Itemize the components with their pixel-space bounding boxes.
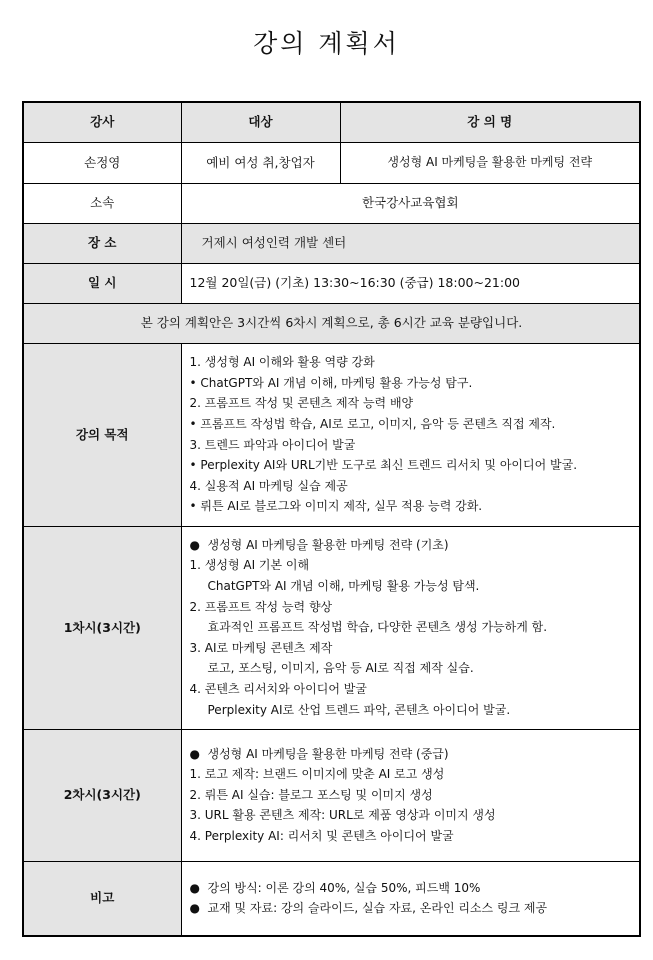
session2-line: 4. Perplexity AI: 리서치 및 콘텐츠 아이디어 발굴 <box>189 828 454 843</box>
remarks-line: ● 강의 방식: 이론 강의 40%, 실습 50%, 피드백 10% <box>190 878 636 899</box>
session1-row <box>23 526 640 729</box>
affiliation-label: 소속 <box>23 183 181 223</box>
session2-list <box>181 729 640 861</box>
purpose-line: 1. 생성형 AI 이해와 활용 역량 강화 <box>189 355 375 370</box>
session1-heading: ● 생성형 AI 마케팅을 활용한 마케팅 전략 (기초) <box>190 535 636 556</box>
session1-line: 1. 생성형 AI 기본 이해 <box>189 558 310 573</box>
lecture-plan-table <box>22 101 641 937</box>
session1-list <box>181 526 640 729</box>
date-row <box>23 263 640 303</box>
purpose-line: 3. 트렌드 파악과 아이디어 발굴 <box>189 437 356 452</box>
purpose-line: • ChatGPT와 AI 개념 이해, 마케팅 활용 가능성 탐구. <box>189 375 473 390</box>
remarks-label: 비고 <box>23 861 181 936</box>
info-row <box>23 142 640 183</box>
purpose-line: • 뤼튼 AI로 블로그와 이미지 제작, 실무 적용 능력 강화. <box>189 499 483 514</box>
plan-note: 본 강의 계획안은 3시간씩 6차시 계획으로, 총 6시간 교육 분량입니다. <box>23 303 640 343</box>
instructor-name: 손정영 <box>23 142 181 183</box>
purpose-row <box>23 343 640 526</box>
session2-line: 2. 뤼튼 AI 실습: 블로그 포스팅 및 이미지 생성 <box>189 787 433 802</box>
date-label: 일 시 <box>23 263 181 303</box>
bullet-icon: ● <box>189 880 200 895</box>
purpose-line: • Perplexity AI와 URL기반 도구로 최신 트렌드 리서치 및 아이디어 발굴. <box>189 458 578 473</box>
page-title: 강의 계획서 <box>253 29 400 58</box>
bullet-icon: ● <box>189 901 200 916</box>
remarks-list <box>181 861 640 936</box>
purpose-line: • 프롬프트 작성법 학습, AI로 로고, 이미지, 음악 등 콘텐츠 직접 제작. <box>189 416 556 431</box>
affiliation-value: 한국강사교육협회 <box>181 183 640 223</box>
date-value: 12월 20일(금) (기초) 13:30~16:30 (중급) 18:00~21:00 <box>181 263 640 303</box>
session1-line: Perplexity AI로 산업 트렌드 파악, 콘텐츠 아이디어 발굴. <box>207 702 511 717</box>
place-row <box>23 223 640 263</box>
session1-line: 효과적인 프롬프트 작성법 학습, 다양한 콘텐츠 생성 가능하게 함. <box>207 620 548 635</box>
place-value: 거제시 여성인력 개발 센터 <box>181 223 640 263</box>
place-label: 장 소 <box>23 223 181 263</box>
header-instructor: 강사 <box>23 102 181 142</box>
session1-line: 로고, 포스팅, 이미지, 음악 등 AI로 직접 제작 실습. <box>207 661 474 676</box>
remarks-line: ● 교재 및 자료: 강의 슬라이드, 실습 자료, 온라인 리소스 링크 제공 <box>190 898 636 919</box>
purpose-list <box>181 343 640 526</box>
session1-label: 1차시(3시간) <box>23 526 181 729</box>
session2-line: 1. 로고 제작: 브랜드 이미지에 맞춘 AI 로고 생성 <box>189 767 445 782</box>
purpose-label: 강의 목적 <box>23 343 181 526</box>
header-audience: 대상 <box>181 102 340 142</box>
purpose-line: 2. 프롬프트 작성 및 콘텐츠 제작 능력 배양 <box>189 396 414 411</box>
note-row <box>23 303 640 343</box>
session2-label: 2차시(3시간) <box>23 729 181 861</box>
header-row <box>23 102 640 142</box>
remarks-row <box>23 861 640 936</box>
bullet-icon: ● <box>189 746 200 761</box>
session1-line: 3. AI로 마케팅 콘텐츠 제작 <box>189 640 333 655</box>
session2-line: 3. URL 활용 콘텐츠 제작: URL로 제품 영상과 이미지 생성 <box>189 808 496 823</box>
bullet-icon: ● <box>189 537 200 552</box>
session2-row <box>23 729 640 861</box>
course-name-value: 생성형 AI 마케팅을 활용한 마케팅 전략 <box>340 142 640 183</box>
purpose-line: 4. 실용적 AI 마케팅 실습 제공 <box>189 478 348 493</box>
session1-line: ChatGPT와 AI 개념 이해, 마케팅 활용 가능성 탐색. <box>207 579 480 594</box>
header-course-name: 강 의 명 <box>340 102 640 142</box>
session1-line: 2. 프롬프트 작성 능력 향상 <box>189 599 333 614</box>
affiliation-row <box>23 183 640 223</box>
audience-value: 예비 여성 취,창업자 <box>181 142 340 183</box>
session2-heading: ● 생성형 AI 마케팅을 활용한 마케팅 전략 (중급) <box>190 744 636 765</box>
session1-line: 4. 콘텐츠 리서치와 아이디어 발굴 <box>189 681 367 696</box>
